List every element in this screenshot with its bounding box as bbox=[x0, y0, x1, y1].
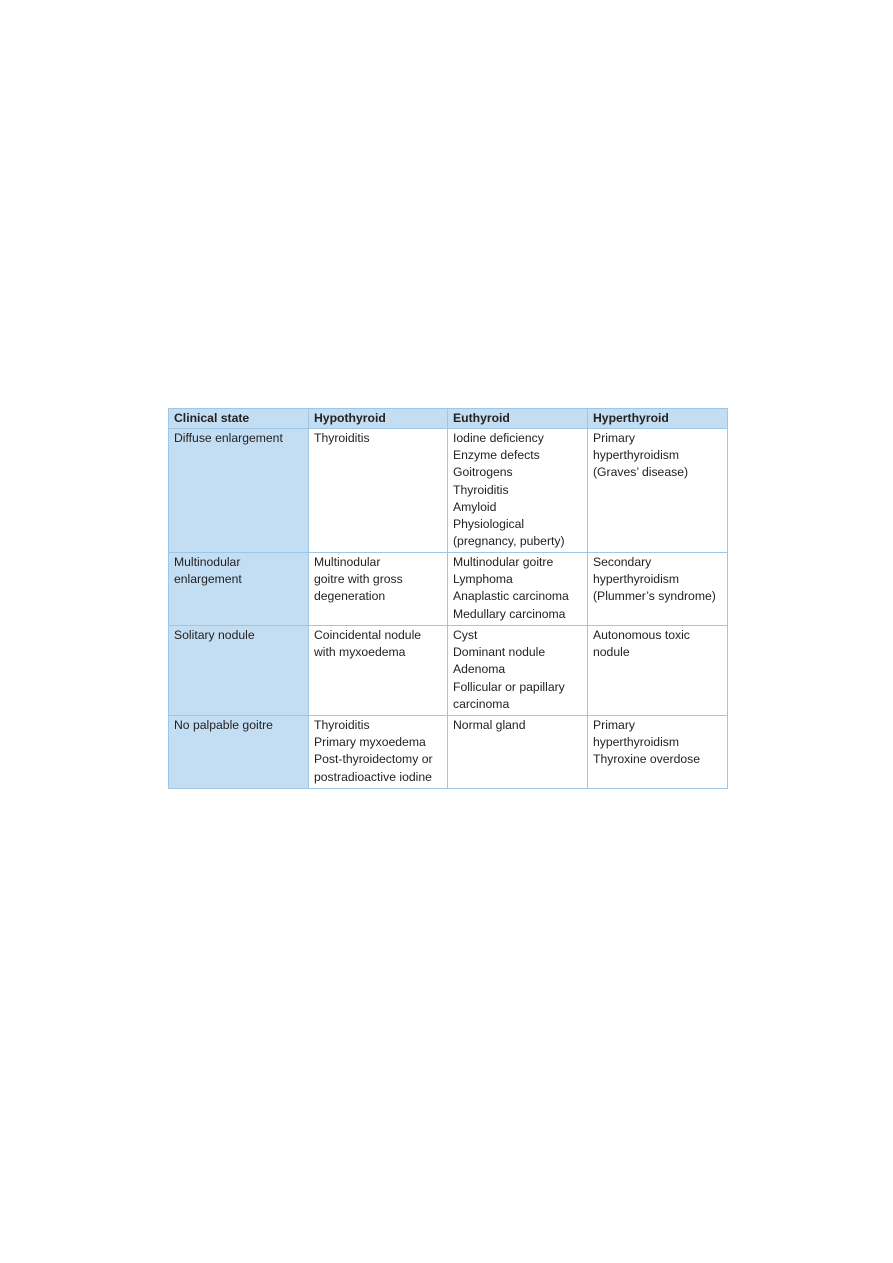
cell-line: hyperthyroidism bbox=[593, 448, 680, 463]
cell-line: Coincidental nodule bbox=[314, 628, 422, 642]
header-clinical-state: Clinical state bbox=[169, 409, 309, 429]
cell-line: Solitary nodule bbox=[174, 628, 255, 642]
cell-line: Autonomous toxic bbox=[593, 628, 690, 642]
clinical-state-cell bbox=[169, 626, 309, 716]
table-row bbox=[169, 626, 728, 716]
clinical-state-cell bbox=[169, 553, 309, 626]
cell-line: (Graves’ disease) bbox=[593, 465, 689, 480]
cell-line: Thyroiditis bbox=[314, 431, 370, 445]
header-euthyroid: Euthyroid bbox=[448, 409, 588, 429]
clinical-state-cell bbox=[169, 716, 309, 789]
cell-line: Anaplastic carcinoma bbox=[453, 589, 569, 604]
header-hypothyroid: Hypothyroid bbox=[309, 409, 448, 429]
cell-line: (pregnancy, puberty) bbox=[453, 534, 565, 549]
cell-line: (Plummer’s syndrome) bbox=[593, 589, 716, 604]
hypothyroid-cell bbox=[309, 716, 448, 789]
table-row bbox=[169, 429, 728, 553]
cell-line: nodule bbox=[593, 645, 630, 660]
cell-line: Enzyme defects bbox=[453, 448, 540, 463]
cell-line: Adenoma bbox=[453, 662, 506, 677]
table-row bbox=[169, 553, 728, 626]
euthyroid-cell bbox=[448, 429, 588, 553]
cell-line: Primary bbox=[593, 431, 635, 445]
cell-line: Diffuse enlargement bbox=[174, 431, 283, 445]
euthyroid-cell bbox=[448, 626, 588, 716]
cell-line: Primary myxoedema bbox=[314, 735, 426, 750]
cell-line: Physiological bbox=[453, 517, 525, 532]
cell-line: with myxoedema bbox=[314, 645, 406, 660]
table bbox=[168, 408, 728, 789]
cell-line: Multinodular bbox=[314, 555, 381, 569]
cell-line: degeneration bbox=[314, 589, 386, 604]
hyperthyroid-cell bbox=[588, 429, 728, 553]
cell-line: Thyroiditis bbox=[453, 482, 509, 497]
thyroid-classification-table bbox=[168, 408, 727, 789]
cell-line: Amyloid bbox=[453, 499, 497, 514]
cell-line: Cyst bbox=[453, 628, 478, 642]
cell-line: Multinodular bbox=[174, 555, 241, 569]
cell-line: Multinodular goitre bbox=[453, 555, 554, 569]
cell-line: postradioactive iodine bbox=[314, 769, 432, 784]
cell-line: Thyroiditis bbox=[314, 718, 370, 732]
hypothyroid-cell bbox=[309, 429, 448, 553]
table-row bbox=[169, 716, 728, 789]
cell-line: carcinoma bbox=[453, 696, 510, 711]
hypothyroid-cell bbox=[309, 626, 448, 716]
hyperthyroid-cell bbox=[588, 553, 728, 626]
cell-line: No palpable goitre bbox=[174, 718, 273, 732]
cell-line: Post-thyroidectomy or bbox=[314, 752, 433, 767]
hypothyroid-cell bbox=[309, 553, 448, 626]
cell-line: Normal gland bbox=[453, 718, 526, 732]
cell-line: Iodine deficiency bbox=[453, 431, 544, 445]
clinical-state-cell bbox=[169, 429, 309, 553]
cell-line: Primary bbox=[593, 718, 635, 732]
cell-line: hyperthyroidism bbox=[593, 572, 680, 587]
cell-line: Lymphoma bbox=[453, 572, 513, 587]
euthyroid-cell bbox=[448, 553, 588, 626]
header-hyperthyroid: Hyperthyroid bbox=[588, 409, 728, 429]
cell-line: Follicular or papillary bbox=[453, 679, 565, 694]
cell-line: enlargement bbox=[174, 572, 242, 587]
cell-line: Dominant nodule bbox=[453, 645, 546, 660]
cell-line: goitre with gross bbox=[314, 572, 403, 587]
hyperthyroid-cell bbox=[588, 716, 728, 789]
cell-line: Medullary carcinoma bbox=[453, 606, 566, 621]
header-row bbox=[169, 409, 728, 429]
cell-line: Goitrogens bbox=[453, 465, 513, 480]
cell-line: Secondary bbox=[593, 555, 652, 569]
euthyroid-cell bbox=[448, 716, 588, 789]
cell-line: hyperthyroidism bbox=[593, 735, 680, 750]
hyperthyroid-cell bbox=[588, 626, 728, 716]
cell-line: Thyroxine overdose bbox=[593, 752, 701, 767]
